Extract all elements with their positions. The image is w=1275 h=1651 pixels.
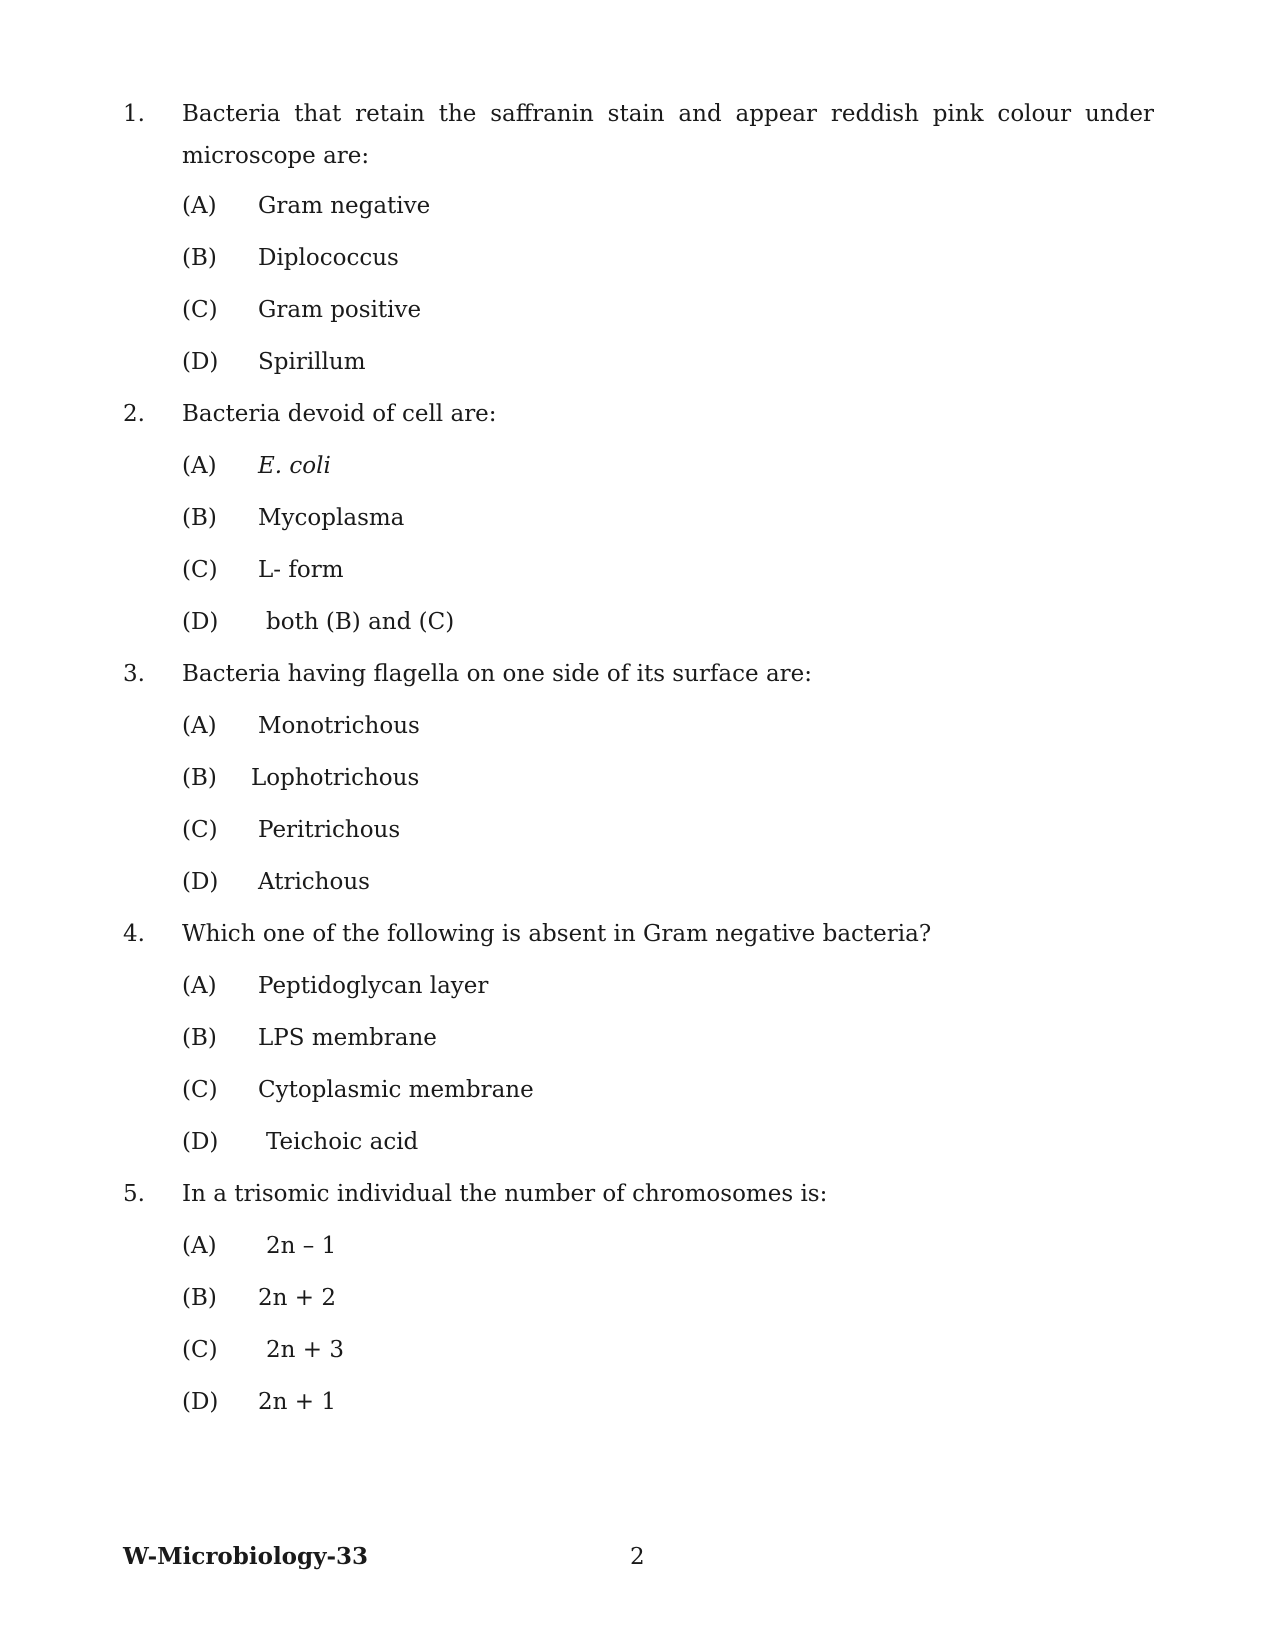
option-label: (C) [182, 297, 218, 323]
option-text: L- form [258, 557, 344, 583]
question-text: Which one of the following is absent in Gram negative bacteria? [182, 921, 932, 947]
option-3c [0, 808, 1275, 852]
option-3b [0, 756, 1275, 800]
option-4a [0, 964, 1275, 1008]
option-label: (D) [182, 1129, 219, 1155]
option-5d [0, 1380, 1275, 1424]
question-number: 2. [123, 401, 145, 427]
option-text: 2n + 2 [258, 1285, 336, 1311]
question-text-line: Bacteria that retain the saffranin stain and appear reddish pink colour under [182, 101, 1154, 127]
option-text: 2n – 1 [266, 1233, 337, 1259]
option-text: Monotrichous [258, 713, 420, 739]
option-4b [0, 1016, 1275, 1060]
option-text: Spirillum [258, 349, 366, 375]
option-3a [0, 704, 1275, 748]
option-label: (B) [182, 765, 217, 791]
option-label: (B) [182, 1025, 217, 1051]
option-label: (D) [182, 1389, 219, 1415]
option-1d [0, 340, 1275, 384]
option-2d [0, 600, 1275, 644]
option-2c [0, 548, 1275, 592]
option-label: (C) [182, 1077, 218, 1103]
question-number: 4. [123, 921, 145, 947]
option-text: Mycoplasma [258, 505, 405, 531]
option-5a [0, 1224, 1275, 1268]
option-label: (D) [182, 349, 219, 375]
option-text: E. coli [258, 453, 331, 479]
exam-code: W-Microbiology-33 [123, 1543, 369, 1570]
option-2b [0, 496, 1275, 540]
option-text: LPS membrane [258, 1025, 437, 1051]
option-label: (D) [182, 609, 219, 635]
option-label: (C) [182, 1337, 218, 1363]
option-4d [0, 1120, 1275, 1164]
option-5b [0, 1276, 1275, 1320]
option-label: (A) [182, 973, 217, 999]
option-text: both (B) and (C) [266, 609, 455, 635]
question-text: Bacteria devoid of cell are: [182, 401, 497, 427]
option-text: 2n + 3 [266, 1337, 344, 1363]
option-label: (B) [182, 1285, 217, 1311]
page-number: 2 [630, 1544, 645, 1570]
question-number: 5. [123, 1181, 145, 1207]
option-text: Peptidoglycan layer [258, 973, 489, 999]
option-label: (B) [182, 245, 217, 271]
question-text: In a trisomic individual the number of chromosomes is: [182, 1181, 828, 1207]
option-1b [0, 236, 1275, 280]
option-5c [0, 1328, 1275, 1372]
option-text: Teichoic acid [266, 1129, 419, 1155]
option-text: Diplococcus [258, 245, 399, 271]
option-label: (C) [182, 557, 218, 583]
option-2a [0, 444, 1275, 488]
option-text: Lophotrichous [251, 765, 420, 791]
question-text: Bacteria having flagella on one side of its surface are: [182, 661, 813, 687]
option-1c [0, 288, 1275, 332]
option-4c [0, 1068, 1275, 1112]
option-3d [0, 860, 1275, 904]
option-text: Gram positive [258, 297, 422, 323]
option-label: (A) [182, 453, 217, 479]
option-label: (A) [182, 193, 217, 219]
option-label: (D) [182, 869, 219, 895]
option-label: (C) [182, 817, 218, 843]
question-number: 3. [123, 661, 145, 687]
option-label: (B) [182, 505, 217, 531]
question-number: 1. [123, 101, 145, 127]
option-1a [0, 184, 1275, 228]
option-label: (A) [182, 713, 217, 739]
option-text: Peritrichous [258, 817, 401, 843]
option-label: (A) [182, 1233, 217, 1259]
question-text-line: microscope are: [182, 143, 370, 169]
option-text: Cytoplasmic membrane [258, 1077, 534, 1103]
option-text: Gram negative [258, 193, 431, 219]
option-text: 2n + 1 [258, 1389, 336, 1415]
option-text: Atrichous [258, 869, 370, 895]
